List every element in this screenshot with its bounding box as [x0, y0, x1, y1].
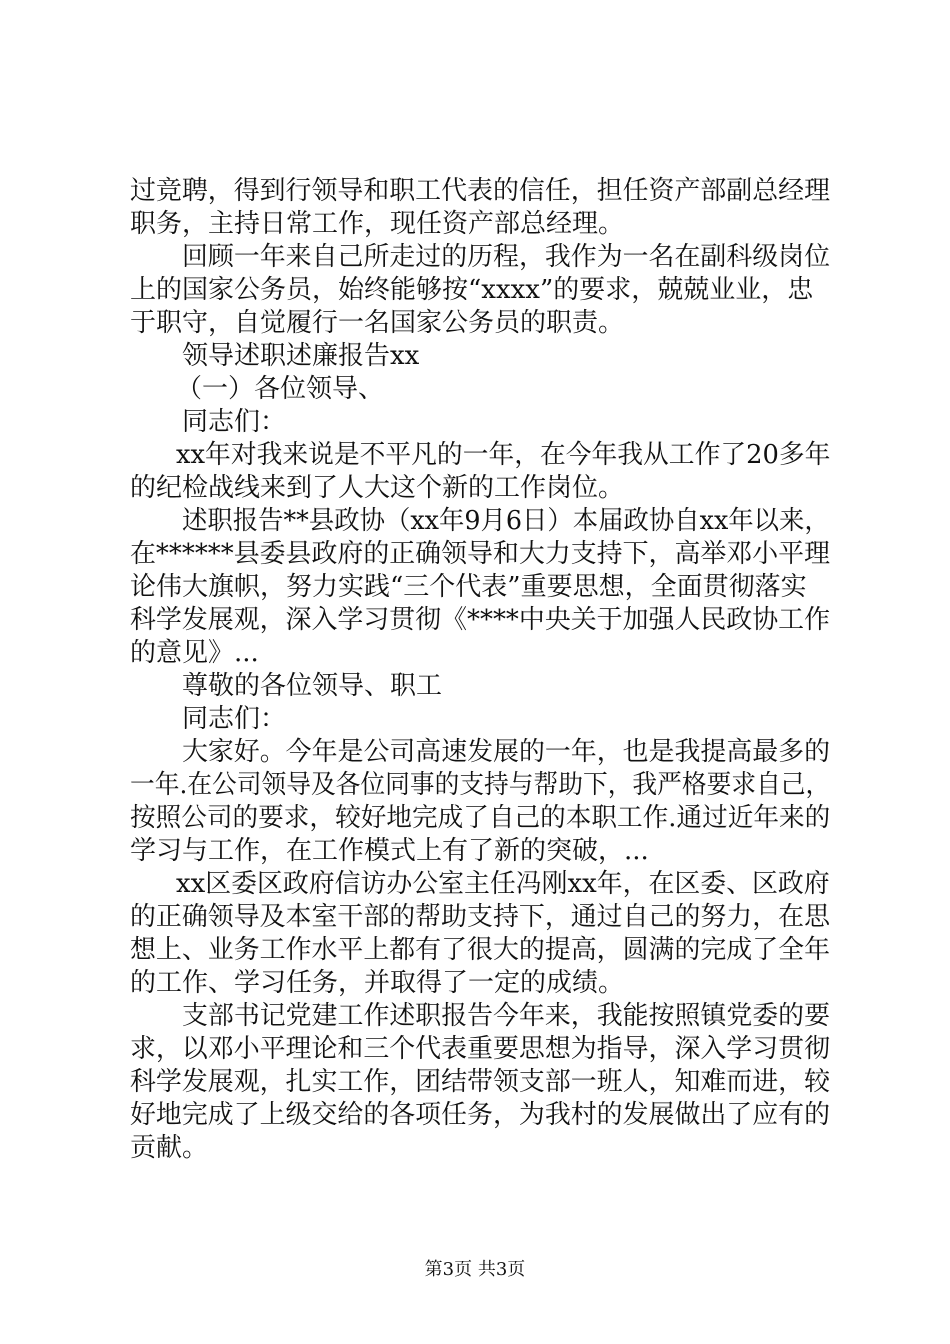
- text-line: 的意见》...: [130, 638, 259, 668]
- text-line: 好地完成了上级交给的各项任务，为我村的发展做出了应有的: [130, 1100, 831, 1130]
- text-line: 同志们：: [182, 407, 287, 437]
- text-line: 论伟大旗帜，努力实践“三个代表”重要思想，全面贯彻落实: [130, 572, 807, 602]
- page-number-footer: 第3页 共3页: [424, 1259, 526, 1280]
- text-line: 的正确领导及本室干部的帮助支持下，通过自己的努力，在思: [130, 902, 831, 932]
- text-line: （一）各位领导、: [176, 374, 385, 404]
- text-line: 尊敬的各位领导、职工: [182, 671, 443, 701]
- text-line: xx年对我来说是不平凡的一年，在今年我从工作了20多年: [176, 440, 831, 470]
- text-line: 上的国家公务员，始终能够按“xxxx”的要求，兢兢业业，忠: [130, 275, 814, 305]
- text-line: 支部书记党建工作述职报告今年来，我能按照镇党委的要: [182, 1001, 831, 1031]
- text-line: 科学发展观，扎实工作，团结带领支部一班人，知难而进，较: [130, 1067, 831, 1097]
- text-line: 科学发展观，深入学习贯彻《****中央关于加强人民政协工作: [130, 605, 831, 635]
- text-line: 职务，主持日常工作，现任资产部总经理。: [130, 209, 625, 239]
- text-line: 同志们：: [182, 704, 287, 734]
- text-line: 一年.在公司领导及各位同事的支持与帮助下，我严格要求自己，: [130, 770, 831, 800]
- text-line: 学习与工作，在工作模式上有了新的突破，...: [130, 836, 649, 866]
- text-line: 的纪检战线来到了人大这个新的工作岗位。: [130, 473, 625, 503]
- text-line: 述职报告**县政协（xx年9月6日）本届政协自xx年以来，: [182, 506, 830, 536]
- text-line: 大家好。今年是公司高速发展的一年，也是我提高最多的: [182, 737, 831, 767]
- text-line: 贡献。: [130, 1133, 209, 1163]
- text-line: 求，以邓小平理论和三个代表重要思想为指导，深入学习贯彻: [130, 1034, 831, 1064]
- text-line: 按照公司的要求，较好地完成了自己的本职工作.通过近年来的: [130, 803, 831, 833]
- text-line: 在******县委县政府的正确领导和大力支持下，高举邓小平理: [130, 539, 831, 569]
- text-line: 于职守，自觉履行一名国家公务员的职责。: [130, 308, 625, 338]
- text-line: 回顾一年来自己所走过的历程，我作为一名在副科级岗位: [182, 242, 831, 272]
- text-line: 领导述职述廉报告xx: [182, 341, 420, 371]
- text-line: xx区委区政府信访办公室主任冯刚xx年，在区委、区政府: [176, 869, 830, 899]
- text-line: 想上、业务工作水平上都有了很大的提高，圆满的完成了全年: [130, 935, 831, 965]
- text-line: 的工作、学习任务，并取得了一定的成绩。: [130, 968, 625, 998]
- text-line: 过竞聘，得到行领导和职工代表的信任，担任资产部副总经理: [130, 176, 831, 206]
